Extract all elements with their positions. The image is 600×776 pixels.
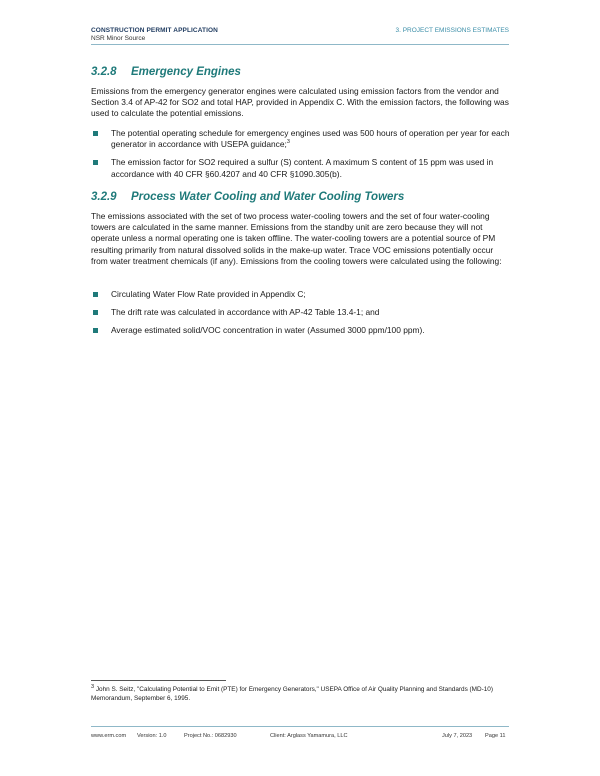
- footnote-divider: [91, 680, 226, 681]
- section-329-heading: [91, 191, 404, 203]
- section-328-heading: [91, 66, 241, 78]
- footnote-marker: 3: [91, 683, 95, 690]
- footnote: [91, 685, 511, 703]
- square-bullet-icon: [93, 310, 98, 315]
- footer-project-number: Project No.: 0682930: [184, 733, 237, 739]
- bullet-text: The drift rate was calculated in accordance with AP-42 Table 13.4-1; and: [111, 307, 380, 318]
- bullet-text: Average estimated solid/VOC concentration in water (Assumed 3000 ppm/100 ppm).: [111, 325, 425, 336]
- footer-page-number: Page 11: [485, 733, 506, 739]
- list-item: [91, 307, 511, 318]
- header-section: 3. PROJECT EMISSIONS ESTIMATES: [395, 27, 509, 34]
- square-bullet-icon: [93, 160, 98, 165]
- footer-divider: [91, 726, 509, 727]
- section-329-number: 3.2.9: [91, 191, 117, 203]
- list-item: [91, 325, 511, 336]
- section-328-paragraph: Emissions from the emergency generator engines were calculated using emission factors from the vendor and Section 3.4 of AP-42 for SO2 and total HAP, provided in Appendix C. With the emission factors, the following was used to calculate the potential emissions.: [91, 86, 509, 119]
- header-title: CONSTRUCTION PERMIT APPLICATION: [91, 27, 218, 34]
- footer-date: July 7, 2023: [442, 733, 473, 739]
- footer-website-link[interactable]: www.erm.com: [91, 733, 127, 739]
- section-329-title: Process Water Cooling and Water Cooling Towers: [131, 191, 405, 203]
- list-item: [91, 289, 511, 300]
- bullet-text: The potential operating schedule for emergency engines used was 500 hours of operation per year for each generator in accordance with USEPA guidance;: [111, 128, 510, 150]
- footnote-reference[interactable]: 3: [286, 139, 290, 146]
- bullet-text: Circulating Water Flow Rate provided in Appendix C;: [111, 289, 306, 299]
- footnote-text: John S. Seitz, "Calculating Potential to Emit (PTE) for Emergency Generators," USEPA Office of Air Quality Planning and Standards (MD-10) Memorandum, September 6, 1995.: [91, 686, 493, 703]
- section-329-paragraph: The emissions associated with the set of two process water-cooling towers and the set of four water-cooling towers are calculated in the same manner. Emissions from the standby unit are zero because they will not operate unless a normal operating one is taken offline. The water-cooling towers are a potential source of PM resulting primarily from natural dissolved solids in the make-up water. Trace VOC emissions potentially occur from water treatment chemicals (if any). Emissions from the cooling towers were calculated using the following:: [91, 211, 502, 266]
- square-bullet-icon: [93, 131, 98, 136]
- header-subtitle: NSR Minor Source: [91, 35, 146, 42]
- list-item: [91, 128, 511, 150]
- footer-version: Version: 1.0: [137, 733, 167, 739]
- section-328-number: 3.2.8: [91, 66, 117, 78]
- section-328-bullet-list: [91, 128, 511, 180]
- section-328-title: Emergency Engines: [131, 66, 241, 78]
- header-divider: [91, 44, 509, 45]
- footer-client: Client: Arglass Yamamura, LLC: [270, 733, 348, 739]
- square-bullet-icon: [93, 292, 98, 297]
- list-item: [91, 157, 511, 179]
- section-329-bullet-list: [91, 289, 511, 337]
- page-header-left: [91, 27, 218, 43]
- bullet-text: The emission factor for SO2 required a sulfur (S) content. A maximum S content of 15 ppm was used in accordance with 40 CFR §60.4207 and 40 CFR §1090.305(b).: [111, 157, 494, 179]
- square-bullet-icon: [93, 328, 98, 333]
